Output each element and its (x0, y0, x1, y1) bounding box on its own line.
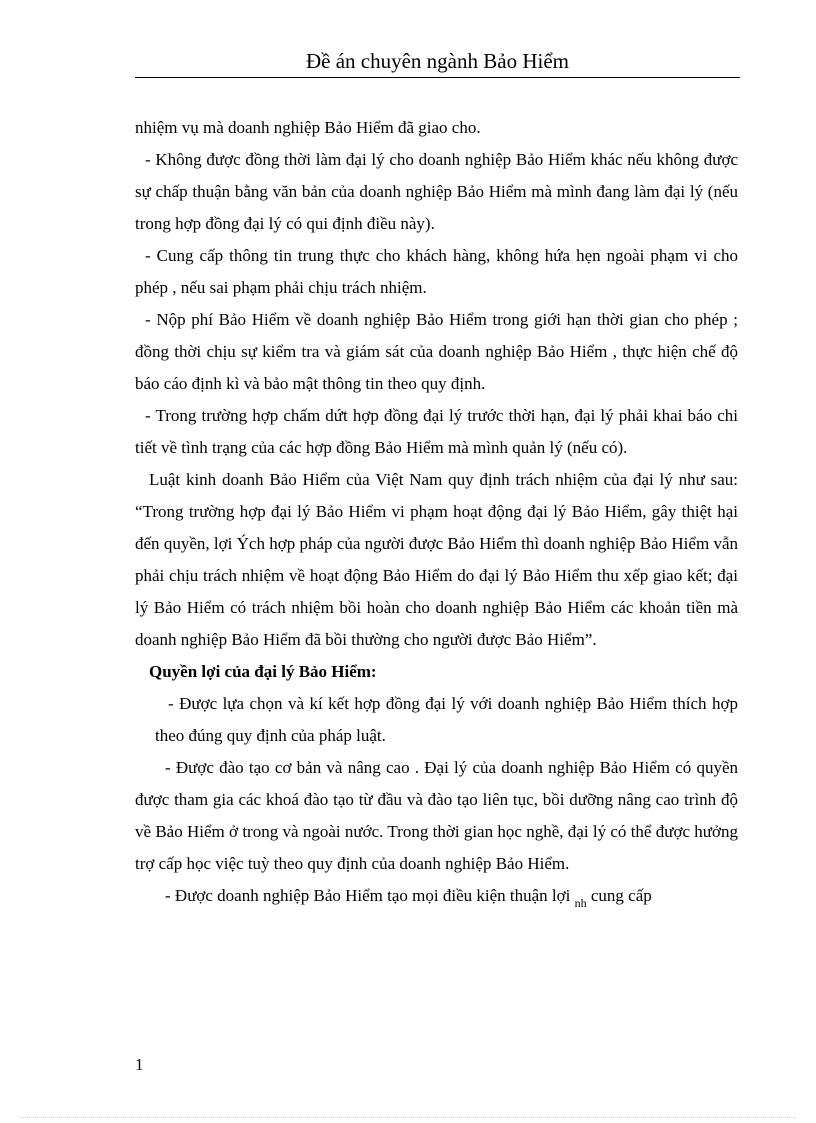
paragraph-bullet-contract-termination: - Trong trường hợp chấm dứt hợp đồng đại lý trước thời hạn, đại lý phải khai báo chi tiết về tình trạng của các hợp đồng Bảo Hiểm mà mình quản lý (nếu có). (135, 406, 738, 457)
paragraph-bullet-training: - Được đào tạo cơ bản và nâng cao . Đại lý của doanh nghiệp Bảo Hiểm có quyền được tham gia các khoá đào tạo từ đầu và đào tạo liên tục, bồi dưỡng nâng cao trình độ về Bảo Hiểm ở trong và ngoài nước. Trong thời gian học nghề, đại lý có thể được hưởng trợ cấp học việc tuỳ theo quy định của doanh nghiệp Bảo Hiểm. (135, 758, 738, 873)
paragraph-bullet-support-text: - Được doanh nghiệp Bảo Hiểm tạo mọi điều kiện thuận lợi (165, 886, 571, 905)
paragraph-bullet-support (135, 880, 738, 919)
paragraph-bullet-support-small: nh (574, 896, 587, 910)
paragraph-bullet-honest-information: - Cung cấp thông tin trung thực cho khách hàng, không hứa hẹn ngoài phạm vi cho phép , nếu sai phạm phải chịu trách nhiệm. (135, 246, 738, 297)
paragraph-bullet-remit-premium: - Nộp phí Bảo Hiểm về doanh nghiệp Bảo Hiểm trong giới hạn thời gian cho phép ; đồng thời chịu sự kiểm tra và giám sát của doanh nghiệp Bảo Hiểm , thực hiện chế độ báo cáo định kì và bảo mật thông tin theo quy định. (135, 310, 738, 393)
header-divider (135, 77, 740, 78)
paragraph-continuation: nhiệm vụ mà doanh nghiệp Bảo Hiểm đã giao cho. (135, 118, 481, 137)
page-bottom-divider (20, 1117, 796, 1118)
paragraph-bullet-no-concurrent-agency: - Không được đồng thời làm đại lý cho doanh nghiệp Bảo Hiểm khác nếu không được sự chấp thuận bằng văn bản của doanh nghiệp Bảo Hiểm mà mình đang làm đại lý (nếu trong hợp đồng đại lý có qui định điều này). (135, 150, 738, 233)
section-heading-agent-rights: Quyền lợi của đại lý Bảo Hiểm: (149, 662, 377, 681)
page-header-title: Đề án chuyên ngành Bảo Hiểm (305, 49, 569, 73)
paragraph-bullet-choose-contract: - Được lựa chọn và kí kết hợp đồng đại lý với doanh nghiệp Bảo Hiểm thích hợp theo đúng quy định của pháp luật. (155, 694, 738, 745)
paragraph-bullet-support-tail: cung cấp (586, 886, 652, 905)
paragraph-law-quote: Luật kinh doanh Bảo Hiểm của Việt Nam quy định trách nhiệm của đại lý như sau: “Trong trường hợp đại lý Bảo Hiểm vi phạm hoạt động đại lý Bảo Hiểm, gây thiệt hại đến quyền, lợi Ých hợp pháp của người được Bảo Hiểm thì doanh nghiệp Bảo Hiểm vẫn phải chịu trách nhiệm về hoạt động Bảo Hiểm do đại lý Bảo Hiểm thu xếp giao kết; đại lý Bảo Hiểm có trách nhiệm bồi hoàn cho doanh nghiệp Bảo Hiểm các khoản tiền mà doanh nghiệp Bảo Hiểm đã bồi thường cho người được Bảo Hiểm”. (135, 470, 738, 649)
page-number: 1 (135, 1055, 144, 1074)
document-body (135, 112, 738, 919)
